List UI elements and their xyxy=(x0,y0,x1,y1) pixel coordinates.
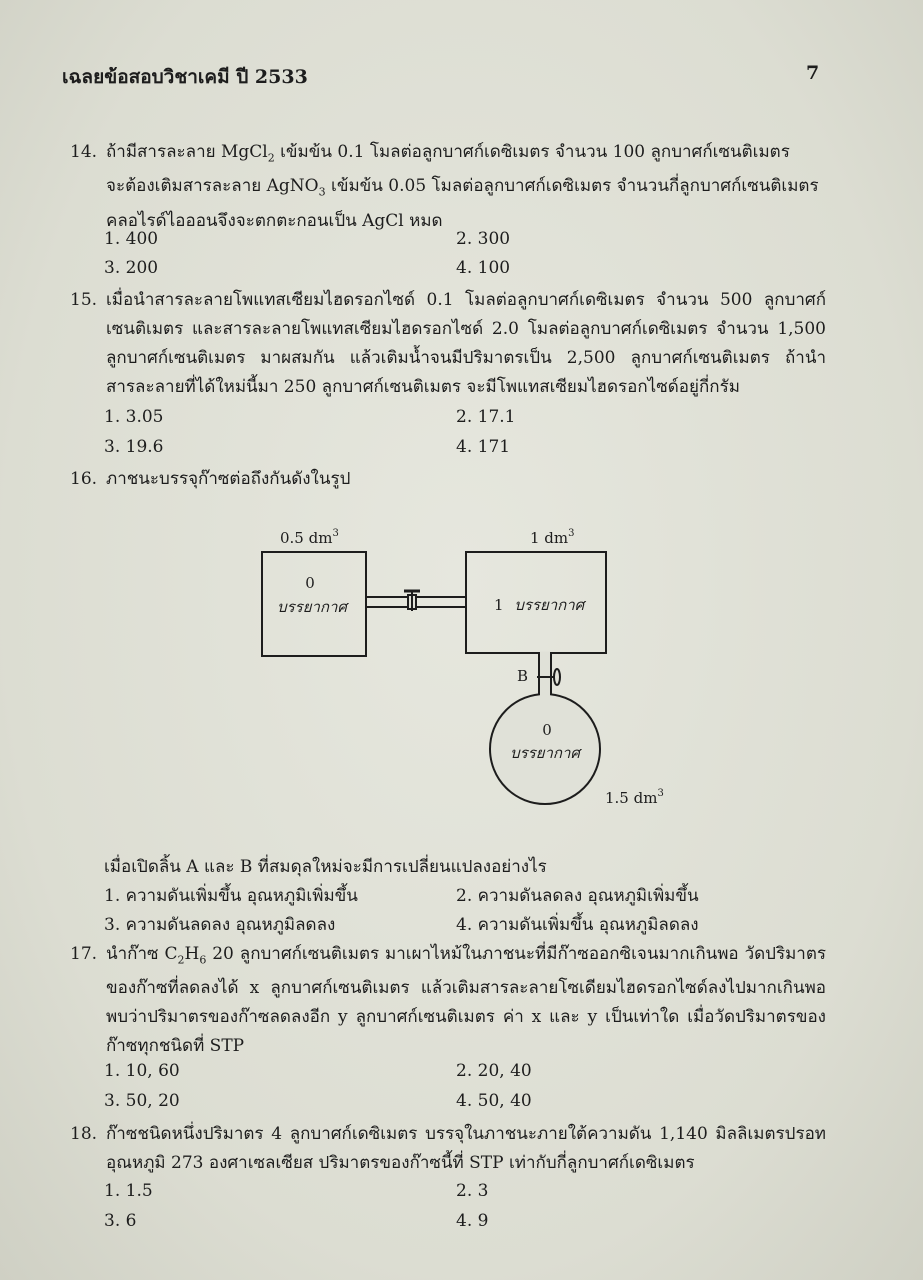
answer-option: 3. ความดันลดลง อุณหภูมิลดลง xyxy=(104,915,336,935)
question-text: เมื่อนำสารละลายโพแทสเซียมไฮดรอกไซด์ 0.1 โมลต่อลูกบาศก์เดซิเมตร จำนวน 500 ลูกบาศก์เซนติเมตร และสารละลายโพแทสเซียมไฮดรอกไซด์ 2.0 โมลต่อลูกบาศก์เดซิเมตร จำนวน 1,500 ลูกบาศก์เซนติเมตร มาผสมกัน แล้วเติมน้ำจนมีปริมาตรเป็น 2,500 ลูกบาศก์เซนติเมตร ถ้านำสารละลายที่ได้ใหม่นี้มา 250 ลูกบาศก์เซนติเมตร จะมีโพแทสเซียมไฮดรอกไซด์อยู่กี่กรัม xyxy=(106,290,826,397)
answer-option: 2. 20, 40 xyxy=(456,1061,532,1081)
answer-option: 3. 6 xyxy=(104,1211,137,1231)
answer-option: 4. 50, 40 xyxy=(456,1091,532,1111)
bottom-volume-label: 1.5 $dm^3$ xyxy=(605,788,664,807)
answer-option: 4. ความดันเพิ่มขึ้น อุณหภูมิลดลง xyxy=(456,915,699,935)
answer-option: 3. 200 xyxy=(104,258,159,278)
page-number: 7 xyxy=(806,62,820,84)
question-number: 18. xyxy=(70,1124,98,1144)
answer-option: 2. 300 xyxy=(456,229,511,249)
question-14 xyxy=(70,138,830,231)
page-header-title: เฉลยข้อสอบวิชาเคมี ปี 2533 xyxy=(62,66,308,88)
right-pressure-label: 1 บรรยากาศ xyxy=(494,596,585,614)
answer-option: 4. 171 xyxy=(456,437,511,457)
answer-option: 2. 17.1 xyxy=(456,407,516,427)
question-18 xyxy=(70,1120,830,1180)
question-line: จะต้องเติมสารละลาย AgNO$_3$ เข้มข้น 0.05 โมลต่อลูกบาศก์เดซิเมตร จำนวนกี่ลูกบาศก์เซนติเมตร xyxy=(106,176,819,199)
bottom-pressure-value: 0 xyxy=(542,721,552,739)
answer-option: 1. 1.5 xyxy=(104,1181,153,1201)
answer-option: 1. 400 xyxy=(104,229,159,249)
question-number: 14. xyxy=(70,142,98,162)
question-line: ถ้ามีสารละลาย MgCl$_2$ เข้มข้น 0.1 โมลต่อลูกบาศก์เดซิเมตร จำนวน 100 ลูกบาศก์เซนติเมตร xyxy=(106,142,790,165)
valve-b-label: B xyxy=(517,667,529,685)
question-line: คลอไรด์ไอออนจึงจะตกตะกอนเป็น AgCl หมด xyxy=(106,210,443,231)
left-volume-label: 0.5 $dm^3$ xyxy=(280,528,339,547)
left-pressure-value: 0 xyxy=(305,574,315,592)
answer-option: 1. ความดันเพิ่มขึ้น อุณหภูมิเพิ่มขึ้น xyxy=(104,886,358,906)
answer-option: 4. 9 xyxy=(456,1211,489,1231)
question-number: 15. xyxy=(70,290,98,310)
bottom-pressure-unit: บรรยากาศ xyxy=(510,744,580,762)
gas-container-diagram xyxy=(240,515,700,825)
question-number: 17. xyxy=(70,944,98,964)
question-text: ภาชนะบรรจุก๊าซต่อถึงกันดังในรูป xyxy=(106,469,351,489)
question-text xyxy=(106,138,826,236)
question-text: นำก๊าซ $C_2H_6$ 20 ลูกบาศก์เซนติเมตร มาเผาไหม้ในภาชนะที่มีก๊าซออกซิเจนมากเกินพอ วัดปริมาตร ของก๊าซที่ลดลงได้ x ลูกบาศก์เซนติเมตร แล้วเติมสารละลายโซเดียมไฮดรอกไซด์ลงไปมากเกินพอ พบว่าปริมาตรของก๊าซลดลงอีก y ลูกบาศก์เซนติเมตร ค่า x และ y เป็นเท่าใด เมื่อวัดปริมาตรของก๊าซทุกชนิดที่ STP xyxy=(106,944,826,1057)
right-volume-label: 1 $dm^3$ xyxy=(530,528,575,547)
question-17 xyxy=(70,940,830,1058)
answer-option: 4. 100 xyxy=(456,258,511,278)
question-16 xyxy=(70,465,830,495)
question-text: ก๊าซชนิดหนึ่งปริมาตร 4 ลูกบาศก์เดซิเมตร บรรจุในภาชนะภายใต้ความดัน 1,140 มิลลิเมตรปรอท อุณหภูมิ 273 องศาเซลเซียส ปริมาตรของก๊าซนี้ที่ STP เท่ากับกี่ลูกบาศก์เดซิเมตร xyxy=(106,1124,826,1173)
valve-b-handle xyxy=(554,669,560,685)
answer-option: 3. 50, 20 xyxy=(104,1091,180,1111)
question-number: 16. xyxy=(70,469,98,489)
answer-option: 2. ความดันลดลง อุณหภูมิเพิ่มขึ้น xyxy=(456,886,699,906)
answer-option: 1. 3.05 xyxy=(104,407,164,427)
question-15 xyxy=(70,286,830,404)
answer-option: 1. 10, 60 xyxy=(104,1061,180,1081)
left-pressure-unit: บรรยากาศ xyxy=(277,598,347,616)
answer-option: 3. 19.6 xyxy=(104,437,164,457)
question-16-prompt: เมื่อเปิดลิ้น A และ B ที่สมดุลใหม่จะมีการเปลี่ยนแปลงอย่างไร xyxy=(104,857,547,877)
answer-option: 2. 3 xyxy=(456,1181,489,1201)
